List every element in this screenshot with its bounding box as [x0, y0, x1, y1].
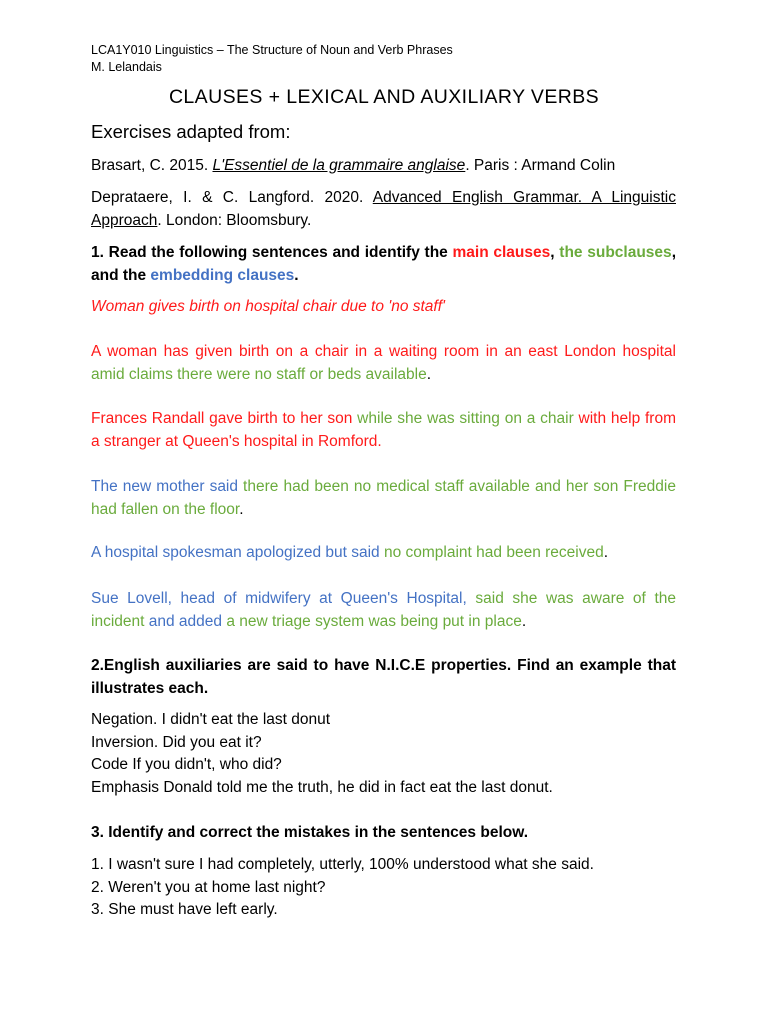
document-header	[91, 42, 676, 76]
reference-1-title: L'Essentiel de la grammaire anglaise	[212, 157, 466, 174]
sentence-5	[91, 588, 676, 633]
sentence-2-main-clause: Frances Randall gave birth to her son	[91, 410, 353, 427]
sentence-4	[91, 542, 676, 565]
list-item: 2. Weren't you at home last night?	[91, 878, 326, 896]
list-item: 3. She must have left early.	[91, 901, 278, 918]
main-clauses-label: main clauses	[452, 244, 551, 261]
question-1-end: .	[294, 267, 299, 284]
sentence-1-subclause: amid claims there were no staff or beds available	[91, 365, 427, 383]
list-item: Code If you didn't, who did?	[91, 756, 282, 773]
sentence-3-subclause: there had been no medical staff available and her son Freddie had fallen on the floor	[91, 478, 676, 518]
reference-1-author: Brasart, C. 2015.	[91, 157, 213, 174]
sentence-1	[91, 341, 676, 386]
question-2: 2.English auxiliaries are said to have N.I.C.E properties. Find an example that illustrates each.	[91, 657, 676, 697]
reference-1-publisher: . Paris : Armand Colin	[465, 157, 616, 174]
sentence-3	[91, 476, 676, 521]
list-item: Inversion. Did you eat it?	[91, 733, 262, 751]
reference-2	[91, 186, 676, 232]
sentence-5-embedding-clause-continued: and added	[144, 612, 223, 630]
list-item: 1. I wasn't sure I had completely, utterly, 100% understood what she said.	[91, 856, 594, 873]
sentence-4-subclause: no complaint had been received	[379, 544, 604, 561]
sentence-1-end: .	[426, 365, 432, 383]
sentence-5-embedding-clause: Sue Lovell, head of midwifery at Queen's Hospital,	[91, 590, 467, 607]
sentence-3-end: .	[239, 500, 244, 518]
sentence-2	[91, 408, 676, 453]
sentence-4-embedding-clause: A hospital spokesman apologized but said	[91, 544, 380, 561]
nice-examples-list	[91, 709, 676, 799]
reference-1	[91, 154, 676, 177]
reference-2-title: Advanced English Grammar. A Linguistic Approach	[91, 189, 676, 229]
sentence-3-embedding-clause: The new mother said	[91, 478, 238, 495]
question-3: 3. Identify and correct the mistakes in the sentences below.	[91, 824, 529, 841]
question-1	[91, 241, 676, 287]
sentence-1-main-clause: A woman has given birth on a chair in a waiting room in an east London hospital	[91, 343, 676, 360]
mistakes-list	[91, 854, 676, 922]
list-item: Negation. I didn't eat the last donut	[91, 711, 331, 728]
sentence-2-subclause: while she was sitting on a chair	[352, 410, 574, 427]
sentence-4-end: .	[603, 544, 609, 561]
document-title: CLAUSES + LEXICAL AND AUXILIARY VERBS	[168, 86, 600, 108]
question-1-and: , and the	[91, 244, 676, 284]
list-item: Emphasis Donald told me the truth, he did in fact eat the last donut.	[91, 778, 553, 796]
subclauses-label: the subclauses	[559, 244, 672, 261]
sentence-5-end: .	[521, 612, 527, 630]
embedding-clauses-label: embedding clauses	[150, 267, 295, 284]
question-1-text: 1. Read the following sentences and identify the	[91, 244, 453, 261]
reference-2-author: Deprataere, I. & C. Langford. 2020.	[91, 189, 373, 206]
author-line: M. Lelandais	[91, 60, 162, 74]
course-line: LCA1Y010 Linguistics – The Structure of Noun and Verb Phrases	[91, 43, 453, 57]
question-1-comma: ,	[550, 244, 560, 261]
sentence-5-subclause: said she was aware of the incident	[91, 590, 676, 630]
reference-2-publisher: . London: Bloomsbury.	[157, 212, 312, 229]
sentence-2-main-clause-continued: with help from a stranger at Queen's hospital in Romford.	[91, 410, 676, 450]
document-subtitle: Exercises adapted from:	[91, 121, 291, 142]
headline-sentence: Woman gives birth on hospital chair due to 'no staff'	[91, 298, 445, 315]
sentence-5-subclause-continued: a new triage system was being put in place	[222, 612, 522, 630]
